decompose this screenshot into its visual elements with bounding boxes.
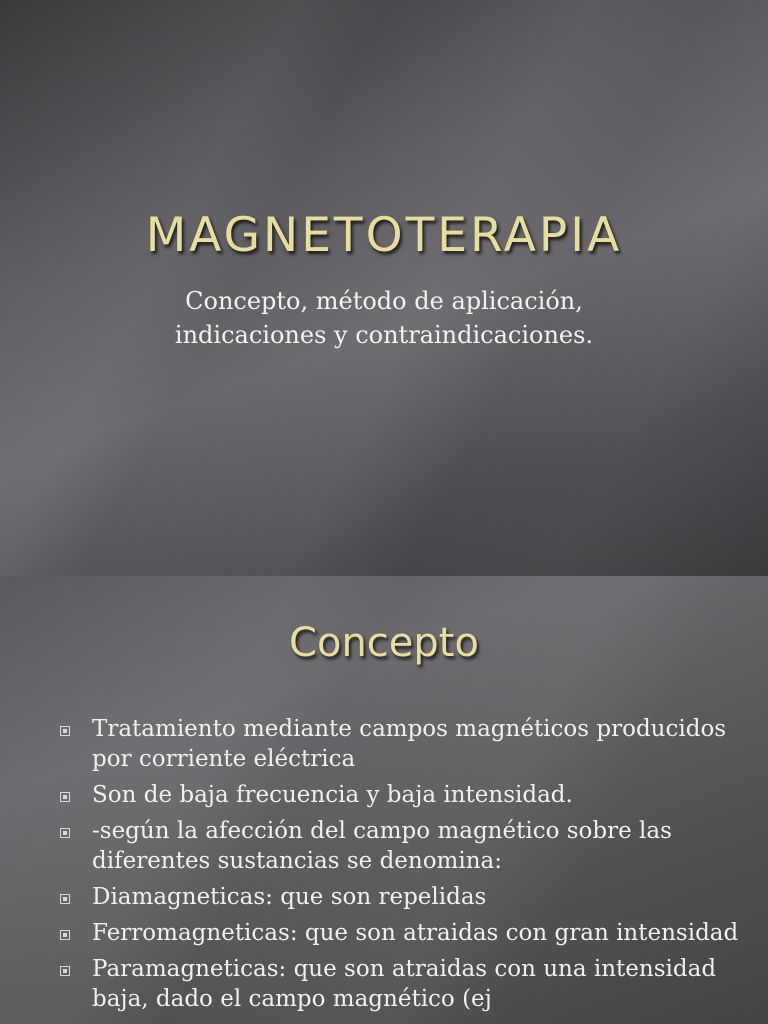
bullet-item [56, 816, 746, 876]
subtitle-line-2: indicaciones y contraindicaciones. [174, 321, 594, 349]
bullet-list [56, 714, 746, 1020]
slide-concepto [0, 576, 768, 1024]
bullet-text: Diamagneticas: que son repelidas [92, 884, 487, 910]
bullet-item [56, 714, 746, 774]
bullet-item [56, 780, 746, 810]
bullet-text: Tratamiento mediante campos magnéticos producidos por corriente eléctrica [92, 716, 727, 772]
bullet-text: Paramagneticas: que son atraidas con una intensidad baja, dado el campo magnético (ej [92, 956, 717, 1012]
square-bullet-icon [60, 828, 70, 838]
square-bullet-icon [60, 792, 70, 802]
concepto-heading: Concepto [289, 620, 479, 666]
square-bullet-icon [60, 930, 70, 940]
slide-title-heading: MAGNETOTERAPIA [145, 208, 623, 263]
bullet-text: -según la afección del campo magnético sobre las diferentes sustancias se denomina: [92, 818, 672, 874]
subtitle-line-1: Concepto, método de aplicación, [185, 287, 583, 315]
bullet-item [56, 918, 746, 948]
bullet-text: Ferromagneticas: que son atraidas con gran intensidad [92, 920, 739, 946]
bullet-item [56, 954, 746, 1014]
square-bullet-icon [60, 894, 70, 904]
bullet-item [56, 882, 746, 912]
slide-subtitle [0, 284, 768, 352]
square-bullet-icon [60, 726, 70, 736]
square-bullet-icon [60, 966, 70, 976]
bullet-text: Son de baja frecuencia y baja intensidad. [92, 782, 573, 808]
